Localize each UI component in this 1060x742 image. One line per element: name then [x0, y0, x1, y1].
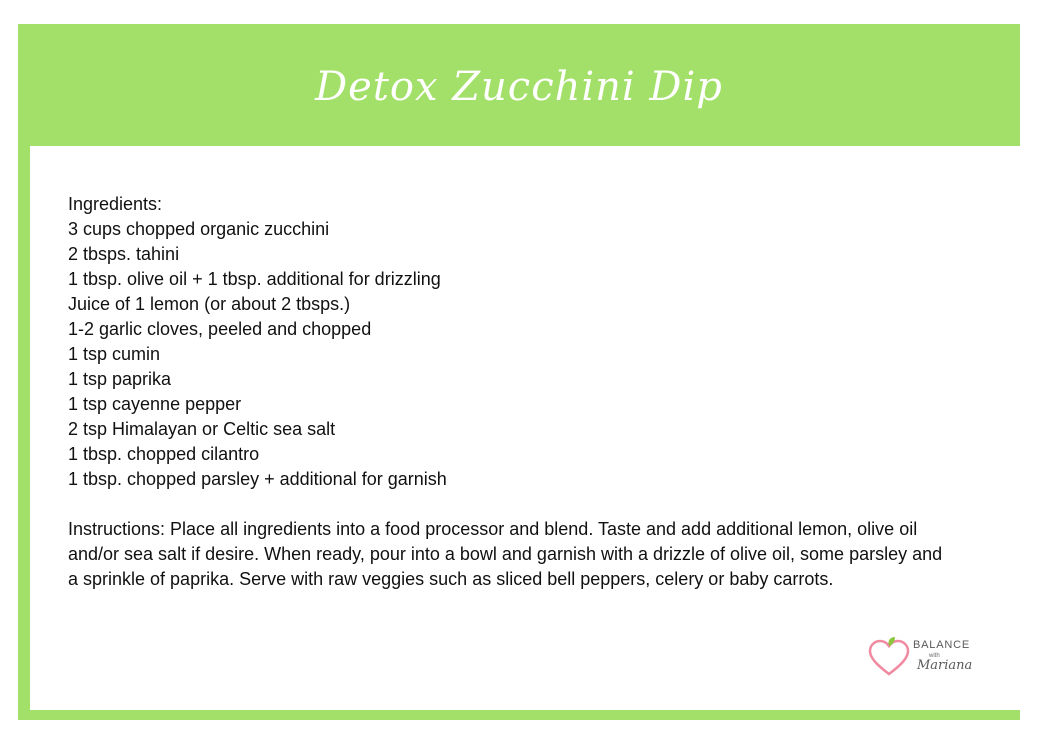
- recipe-body: [68, 192, 948, 592]
- ingredients-heading: Ingredients:: [68, 194, 163, 214]
- recipe-header: [18, 24, 1020, 146]
- ingredient-item: 1 tbsp. chopped cilantro: [68, 444, 260, 464]
- recipe-title: Detox Zucchini Dip: [315, 64, 723, 110]
- ingredient-item: 1-2 garlic cloves, peeled and chopped: [68, 319, 372, 339]
- logo-text-balance: BALANCE: [913, 639, 970, 651]
- instructions-paragraph: Instructions: Place all ingredients into a food processor and blend. Taste and add additional lemon, olive oil and/or sea salt if desire. When ready, pour into a bowl and garnish with a drizzle of olive oil, some parsley and a sprinkle of paprika. Serve with raw veggies such as sliced bell peppers, celery or baby carrots.: [68, 519, 943, 589]
- ingredient-item: 1 tbsp. chopped parsley + additional for garnish: [68, 469, 447, 489]
- ingredient-item: 1 tbsp. olive oil + 1 tbsp. additional for drizzling: [68, 269, 441, 289]
- recipe-content: [30, 146, 1020, 710]
- ingredient-item: 1 tsp paprika: [68, 369, 172, 389]
- logo-text-mariana: Mariana: [917, 658, 973, 673]
- ingredient-item: 2 tbsps. tahini: [68, 244, 180, 264]
- ingredients-list: [68, 192, 948, 492]
- ingredient-item: 1 tsp cumin: [68, 344, 161, 364]
- recipe-card: [18, 24, 1020, 720]
- ingredient-item: 2 tsp Himalayan or Celtic sea salt: [68, 419, 336, 439]
- heart-logo-icon: [867, 636, 911, 680]
- logo-text-with: with: [929, 653, 940, 659]
- ingredient-item: 1 tsp cayenne pepper: [68, 394, 242, 414]
- brand-logo: [867, 632, 987, 682]
- ingredient-item: Juice of 1 lemon (or about 2 tbsps.): [68, 294, 351, 314]
- ingredient-item: 3 cups chopped organic zucchini: [68, 219, 330, 239]
